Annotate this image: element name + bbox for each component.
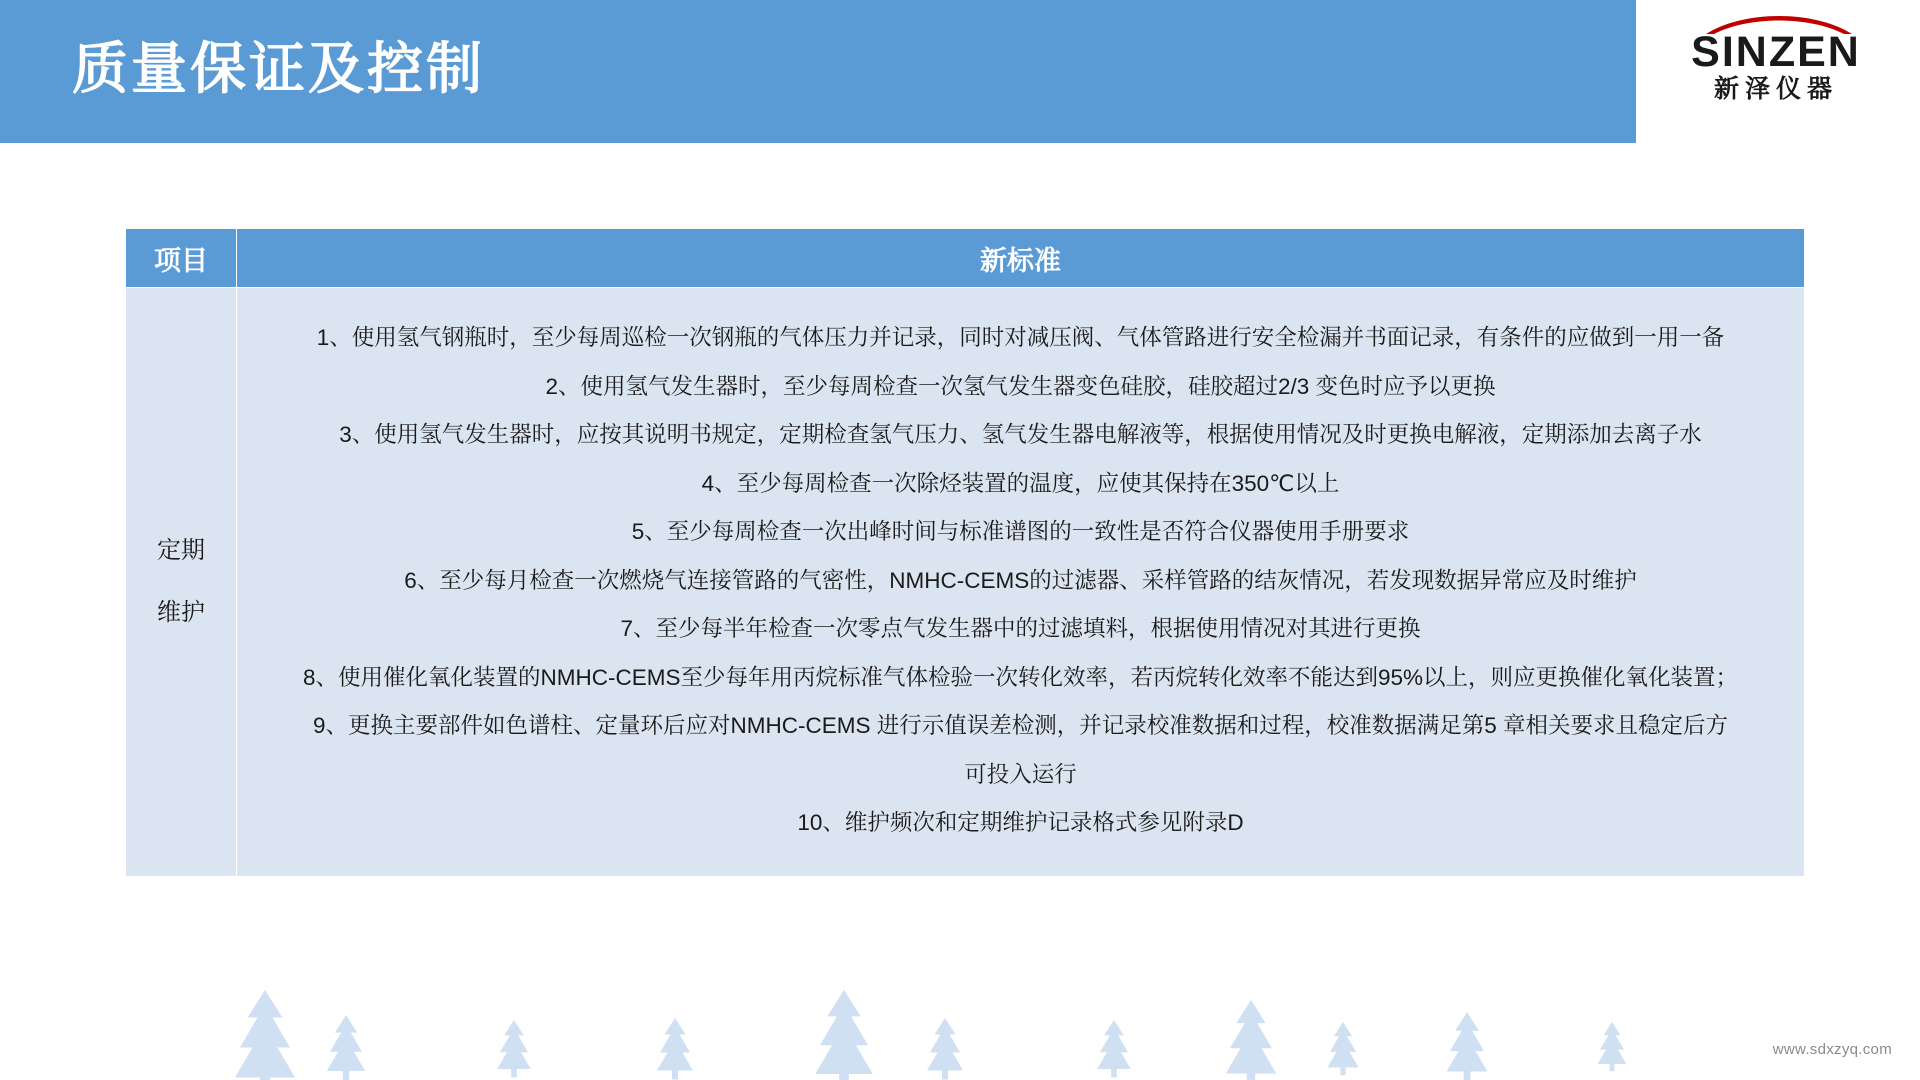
rule-item: 10、维护频次和定期维护记录格式参见附录D [797,810,1244,835]
table-header-row [126,229,1805,288]
logo-subtitle: 新泽仪器 [1713,75,1838,103]
column-header-item: 项目 [126,229,237,288]
row-label-regular-maintenance [126,288,237,877]
rule-item: 5、至少每周检查一次出峰时间与标准谱图的一致性是否符合仪器使用手册要求 [631,519,1410,544]
logo-wordmark: SINZEN [1691,28,1861,76]
brand-logo [1660,8,1892,112]
page-title: 质量保证及控制 [72,37,485,100]
rule-item: 3、使用氢气发生器时，应按其说明书规定，定期检查氢气压力、氢气发生器电解液等，根据使用情况及时更换电解液，定期添加去离子水 [339,422,1702,447]
table-row [126,288,1805,877]
rule-item: 9、更换主要部件如色谱柱、定量环后应对NMHC-CEMS 进行示值误差检测，并记录校准数据和过程，校准数据满足第5 章相关要求且稳定后方 [312,713,1729,738]
rule-item: 2、使用氢气发生器时，至少每周检查一次氢气发生器变色硅胶，硅胶超过2/3 变色时应予以更换 [545,373,1496,399]
column-header-new-standard: 新标准 [237,229,1805,288]
row-label-line2: 维护 [157,598,205,626]
standards-table-container [125,228,1805,877]
rule-item: 1、使用氢气钢瓶时，至少每周巡检一次钢瓶的气体压力并记录，同时对减压阀、气体管路进行安全检漏并书面记录，有条件的应做到一用一备 [316,325,1725,350]
rule-item-continuation: 可投入运行 [964,761,1077,787]
rule-item: 8、使用催化氧化装置的NMHC-CEMS至少每年用丙烷标准气体检验一次转化效率，若丙烷转化效率不能达到95%以上，则应更换催化氧化装置； [302,664,1739,690]
rule-item: 7、至少每半年检查一次零点气发生器中的过滤填料，根据使用情况对其进行更换 [620,616,1421,641]
row-content-rules [237,288,1805,877]
rule-item: 6、至少每月检查一次燃烧气连接管路的气密性，NMHC-CEMS的过滤器、采样管路的结灰情况，若发现数据异常应及时维护 [404,567,1637,593]
rule-item: 4、至少每周检查一次除烃装置的温度，应使其保持在350℃以上 [701,470,1340,496]
decorative-trees [0,960,1920,1080]
footer-url: www.sdxzyq.com [1772,1041,1892,1058]
row-label-line1: 定期 [157,536,205,564]
standards-table [125,228,1805,877]
